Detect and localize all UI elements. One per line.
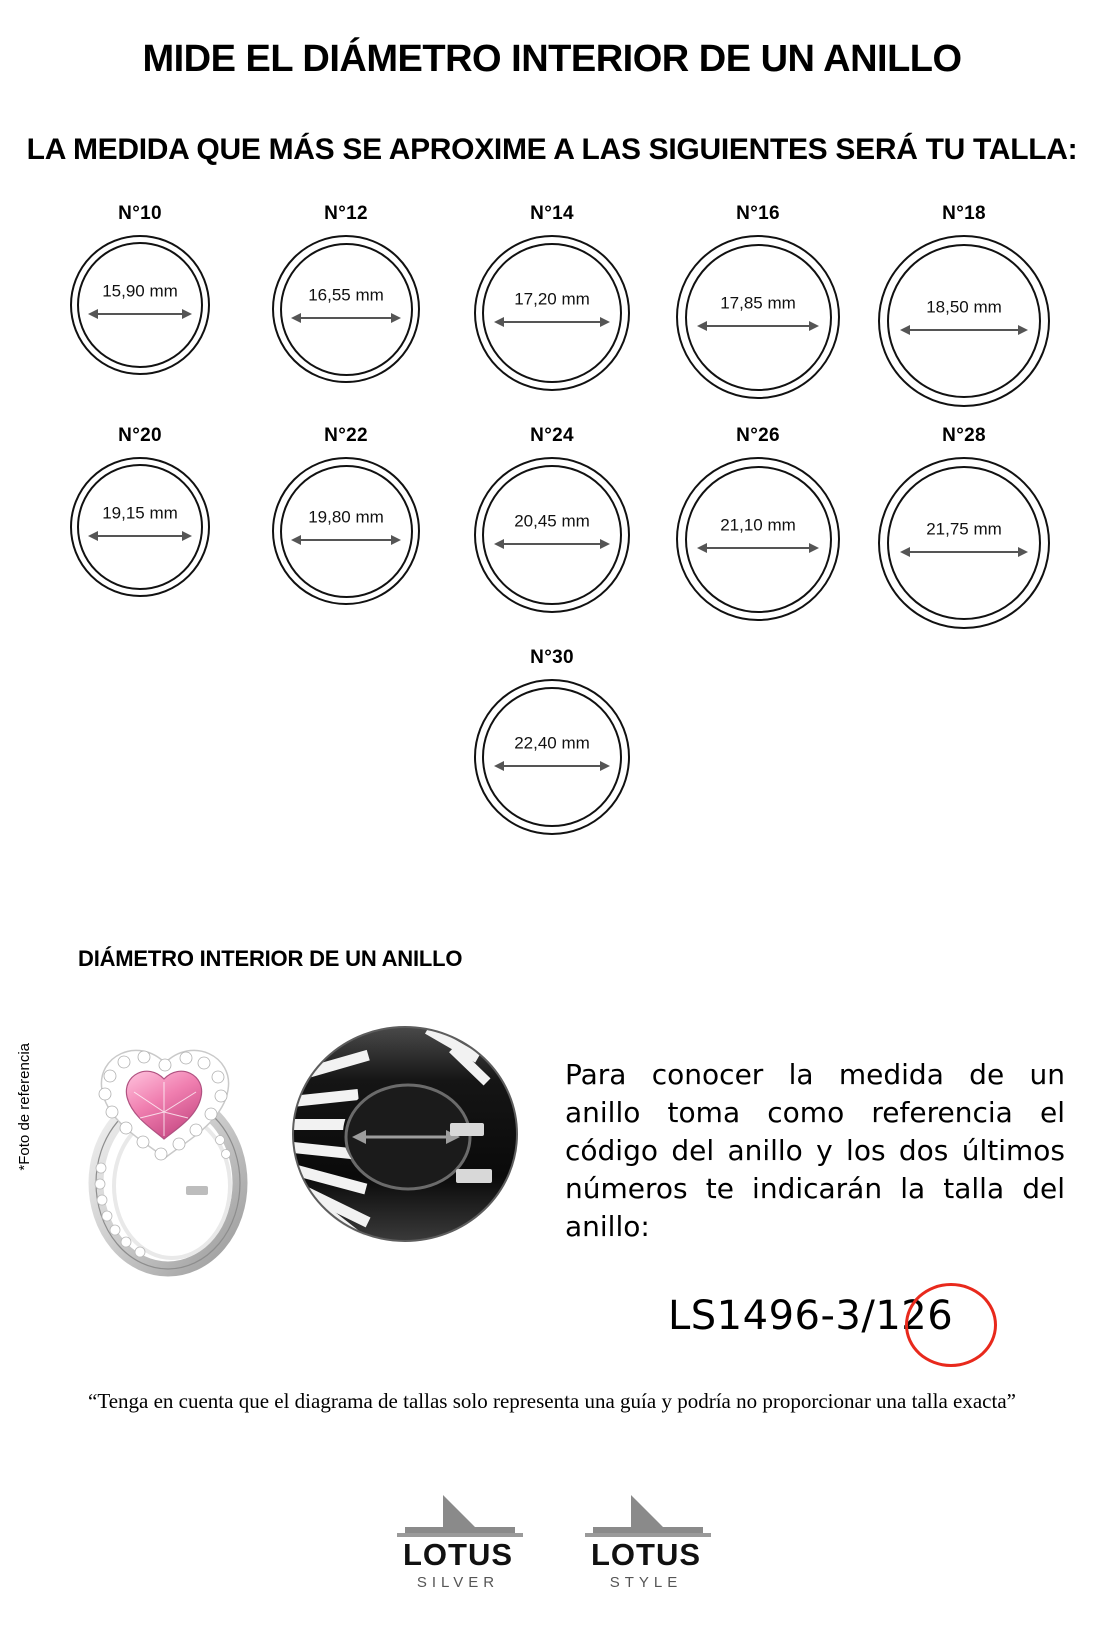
ring-diagram — [878, 235, 1050, 407]
ring-size-cell — [37, 425, 243, 597]
ring-size-label: N°16 — [736, 203, 780, 224]
ring-size-grid — [0, 203, 1104, 835]
double-arrow-icon — [88, 530, 192, 542]
ring-diagram — [474, 679, 630, 835]
logo-lotus-style — [561, 1493, 731, 1591]
ring-size-row — [0, 203, 1104, 407]
ring-size-row — [0, 647, 1104, 835]
reference-photo-note: *Foto de referencia — [16, 1043, 33, 1171]
double-arrow-icon — [494, 538, 610, 550]
logo-subtitle: SILVER — [416, 1574, 500, 1591]
ring-diagram — [272, 235, 420, 383]
ring-size-cell — [861, 425, 1067, 629]
logo-name: LOTUS — [402, 1537, 514, 1572]
double-arrow-icon — [900, 324, 1028, 336]
ring-size-label: N°22 — [324, 425, 368, 446]
ring-size-label: N°24 — [530, 425, 574, 446]
double-arrow-icon — [88, 308, 192, 320]
double-arrow-icon — [697, 320, 819, 332]
ring-size-label: N°10 — [118, 203, 162, 224]
ring-size-cell — [655, 203, 861, 399]
ring-size-label: N°28 — [942, 425, 986, 446]
ring-size-label: N°26 — [736, 425, 780, 446]
ring-mm-value: 16,55 mm — [308, 285, 384, 305]
ring-diagram — [676, 235, 840, 399]
ring-size-label: N°30 — [530, 647, 574, 668]
ring-diagram — [474, 457, 630, 613]
ring-size-label: N°12 — [324, 203, 368, 224]
ring-diagram — [272, 457, 420, 605]
double-arrow-icon — [291, 534, 401, 546]
striped-band-ring-photo — [280, 1019, 530, 1249]
brand-logos — [0, 1493, 1104, 1591]
ring-mm-value: 17,20 mm — [514, 289, 590, 309]
ring-size-cell — [449, 203, 655, 391]
double-arrow-icon — [697, 542, 819, 554]
instructions-paragraph: Para conocer la medida de un anillo toma como referencia el código del anillo y los dos últimos números te indicarán la talla del anillo: — [565, 1058, 1065, 1244]
solitaire-ring-photo — [60, 1018, 270, 1288]
ring-mm-value: 20,45 mm — [514, 511, 590, 531]
ring-size-cell — [655, 425, 861, 621]
page-subtitle: LA MEDIDA QUE MÁS SE APROXIME A LAS SIGUIENTES SERÁ TU TALLA: — [26, 133, 1078, 166]
ring-diagram — [70, 457, 210, 597]
disclaimer-note: “Tenga en cuenta que el diagrama de tallas solo representa una guía y podría no proporcionar una talla exacta” — [88, 1389, 1016, 1413]
ring-mm-value: 18,50 mm — [926, 297, 1002, 317]
ring-mm-value: 17,85 mm — [720, 293, 796, 313]
ring-mm-value: 21,75 mm — [926, 519, 1002, 539]
ring-size-cell — [449, 425, 655, 613]
ring-code-example: LS1496-3/126 — [668, 1293, 954, 1339]
lotus-mark-icon — [383, 1493, 533, 1537]
lotus-mark-icon — [571, 1493, 721, 1537]
ring-size-label: N°18 — [942, 203, 986, 224]
double-arrow-icon — [494, 316, 610, 328]
ring-size-label: N°14 — [530, 203, 574, 224]
code-highlight-circle — [905, 1283, 997, 1367]
double-arrow-icon — [291, 312, 401, 324]
section-heading: DIÁMETRO INTERIOR DE UN ANILLO — [78, 946, 463, 971]
ring-mm-value: 15,90 mm — [102, 281, 178, 301]
logo-subtitle: STYLE — [609, 1574, 683, 1591]
ring-diagram — [474, 235, 630, 391]
ring-diagram — [70, 235, 210, 375]
ring-size-cell — [37, 203, 243, 375]
ring-size-cell — [861, 203, 1067, 407]
logo-name: LOTUS — [590, 1537, 702, 1572]
logo-lotus-silver — [373, 1493, 543, 1591]
ring-mm-value: 21,10 mm — [720, 515, 796, 535]
ring-size-cell — [449, 647, 655, 835]
ring-size-cell — [243, 425, 449, 605]
ring-size-label: N°20 — [118, 425, 162, 446]
ring-diagram — [676, 457, 840, 621]
ring-diagram — [878, 457, 1050, 629]
ring-mm-value: 22,40 mm — [514, 733, 590, 753]
ring-mm-value: 19,80 mm — [308, 507, 384, 527]
ring-mm-value: 19,15 mm — [102, 503, 178, 523]
page-title: MIDE EL DIÁMETRO INTERIOR DE UN ANILLO — [142, 38, 962, 80]
ring-size-row — [0, 425, 1104, 629]
double-arrow-icon — [900, 546, 1028, 558]
ring-size-cell — [243, 203, 449, 383]
double-arrow-icon — [494, 760, 610, 772]
